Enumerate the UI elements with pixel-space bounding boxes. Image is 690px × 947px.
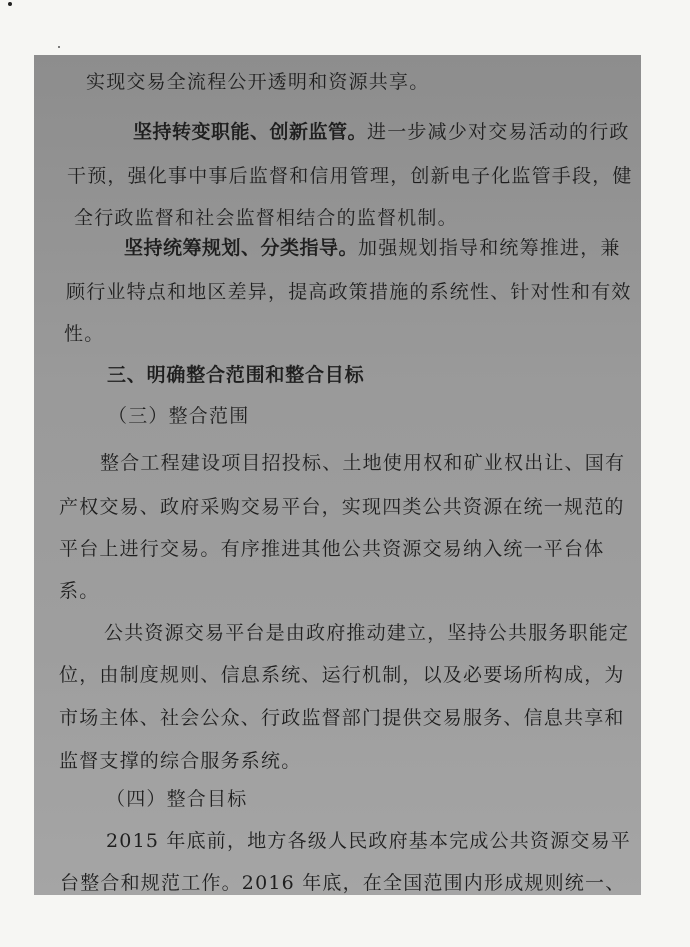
body-line — [124, 233, 621, 260]
bold-lead-phrase: 坚持统筹规划、分类指导。 — [124, 237, 359, 259]
bold-lead-phrase: 坚持转变职能、创新监管。 — [133, 121, 368, 143]
body-line: 系。 — [59, 580, 100, 602]
body-line — [133, 117, 630, 144]
subsection-heading: （四）整合目标 — [106, 788, 248, 810]
body-line: 位，由制度规则、信息系统、运行机制，以及必要场所构成，为 — [59, 664, 625, 686]
document-text — [34, 55, 641, 895]
body-line: 平台上进行交易。有序推进其他公共资源交易纳入统一平台体 — [59, 538, 605, 560]
subsection-heading: （三）整合范围 — [108, 405, 250, 427]
body-text: 进一步减少对交易活动的行政 — [367, 121, 630, 143]
body-line: 性。 — [64, 323, 105, 345]
body-line: 干预，强化事中事后监督和信用管理，创新电子化监管手段，健 — [67, 165, 633, 187]
body-line: 实现交易全流程公开透明和资源共享。 — [86, 71, 430, 93]
body-line: 市场主体、社会公众、行政监督部门提供交易服务、信息共享和 — [59, 707, 625, 729]
scan-speck — [8, 2, 12, 6]
body-line: 全行政监督和社会监督相结合的监督机制。 — [74, 207, 458, 229]
body-line: 顾行业特点和地区差异，提高政策措施的系统性、针对性和有效 — [66, 281, 632, 303]
section-heading: 三、明确整合范围和整合目标 — [107, 364, 365, 386]
body-line: 公共资源交易平台是由政府推动建立，坚持公共服务职能定 — [104, 622, 630, 644]
body-line: 产权交易、政府采购交易平台，实现四类公共资源在统一规范的 — [59, 496, 625, 518]
scanned-document — [34, 55, 641, 895]
body-line: 整合工程建设项目招投标、土地使用权和矿业权出让、国有 — [100, 452, 626, 474]
body-text: 加强规划指导和统筹推进，兼 — [358, 237, 621, 259]
body-line: 监督支撑的综合服务系统。 — [59, 750, 302, 772]
body-line: 台整合和规范工作。2016 年底，在全国范围内形成规则统一、 — [60, 872, 626, 894]
scan-speck — [58, 46, 60, 48]
body-line: 2015 年底前，地方各级人民政府基本完成公共资源交易平 — [106, 830, 631, 852]
